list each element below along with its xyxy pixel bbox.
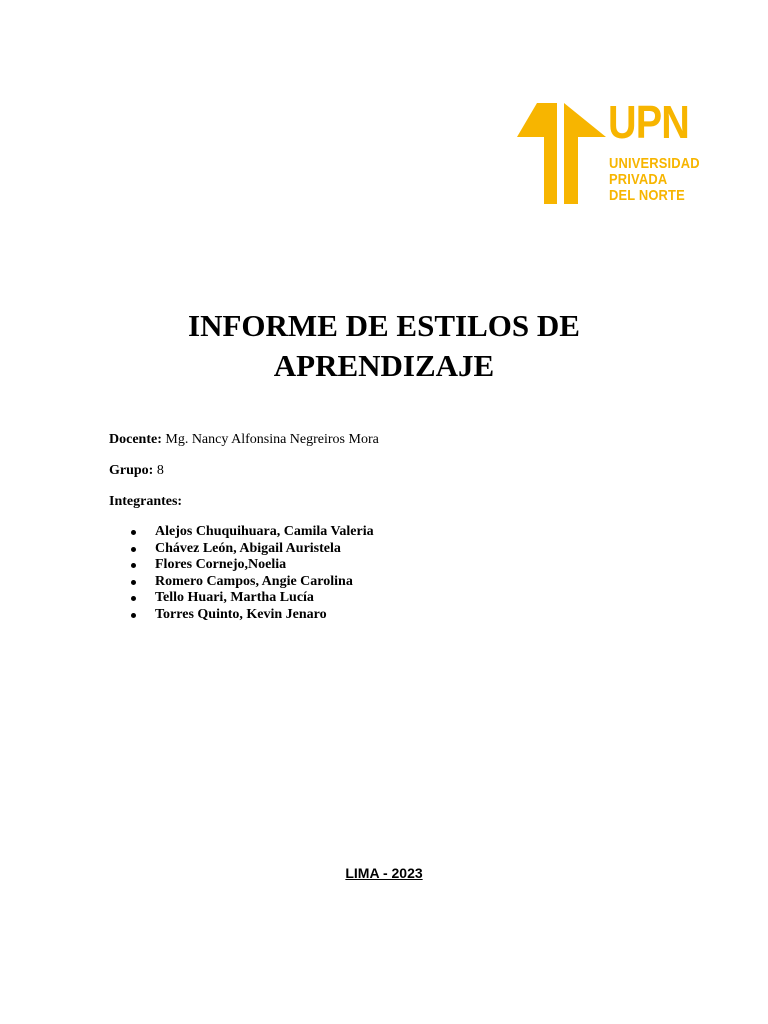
logo-line-2: PRIVADA [609,171,668,188]
list-item [128,607,374,624]
logo-line-3: DEL NORTE [609,187,685,204]
logo-line-1: UNIVERSIDAD [609,155,700,172]
title-line-2: APRENDIZAJE [273,348,495,383]
docente-value: Mg. Nancy Alfonsina Negreiros Mora [161,432,379,447]
upn-logo [516,96,700,205]
docente-label: Docente: [109,432,162,447]
integrantes-field [109,493,182,511]
member-name: Torres Quinto, Kevin Jenaro [155,606,327,622]
list-item [128,574,374,591]
integrantes-label: Integrantes: [109,494,183,509]
footer-place-year: LIMA - 2023 [345,865,423,881]
list-item [128,557,374,574]
upn-arrows-icon [516,103,606,205]
bullet-icon [131,530,136,535]
list-item [128,541,374,558]
bullet-icon [131,580,136,585]
members-list [128,524,374,624]
member-name: Flores Cornejo,Noelia [155,557,287,573]
docente-field [109,431,379,449]
grupo-label: Grupo: [109,463,154,478]
member-name: Chávez León, Abigail Auristela [155,540,341,556]
member-name: Alejos Chuquihuara, Camila Valeria [155,524,374,539]
logo-acronym: UPN [608,96,689,148]
bullet-icon [131,596,136,601]
bullet-icon [131,613,136,618]
grupo-value: 8 [153,463,164,478]
title-line-1: INFORME DE ESTILOS DE [188,308,580,343]
grupo-field [109,462,164,480]
list-item [128,524,374,541]
bullet-icon [131,547,136,552]
bullet-icon [131,563,136,568]
list-item [128,590,374,607]
document-title [0,306,768,386]
member-name: Romero Campos, Angie Carolina [155,573,353,589]
member-name: Tello Huari, Martha Lucía [155,590,314,606]
